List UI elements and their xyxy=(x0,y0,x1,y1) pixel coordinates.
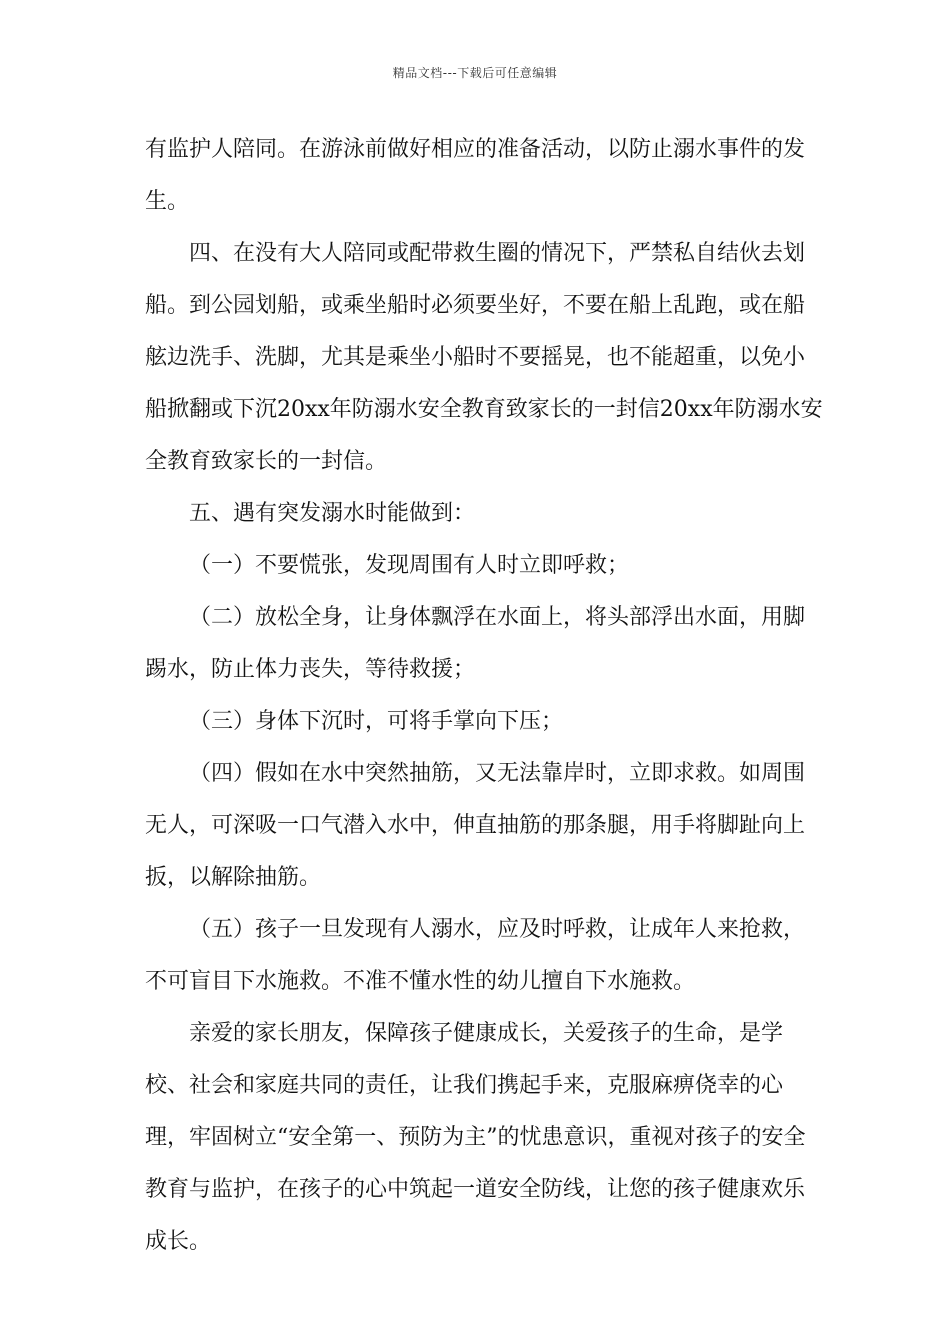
paragraph-9: 亲爱的家长朋友，保障孩子健康成长，关爱孩子的生命，是学校、社会和家庭共同的责任，让我们携起手来，克服麻痹侥幸的心理，牢固树立“安全第一、预防为主”的忧患意识，重视对孩子的安全教育与监护，在孩子的心中筑起一道安全防线，让您的孩子健康欢乐成长。 xyxy=(145,1021,806,1254)
paragraph-6: （三）身体下沉时，可将手掌向下压； xyxy=(189,709,564,734)
document-body xyxy=(145,124,825,1268)
paragraph-7: （四）假如在水中突然抽筋，又无法靠岸时，立即求救。如周围无人，可深吸一口气潜入水中，伸直抽筋的那条腿，用手将脚趾向上扳，以解除抽筋。 xyxy=(145,761,806,890)
paragraph-5: （二）放松全身，让身体飘浮在水面上，将头部浮出水面，用脚踢水，防止体力丧失，等待救援； xyxy=(145,605,806,682)
paragraph-8: （五）孩子一旦发现有人溺水，应及时呼救，让成年人来抢救，不可盲目下水施救。不准不懂水性的幼儿擅自下水施救。 xyxy=(145,917,806,994)
paragraph-1: 有监护人陪同。在游泳前做好相应的准备活动，以防止溺水事件的发生。 xyxy=(145,137,806,214)
page-header: 精品文档---下载后可任意编辑 xyxy=(392,66,558,80)
paragraph-4: （一）不要慌张，发现周围有人时立即呼救； xyxy=(189,553,630,578)
paragraph-2: 四、在没有大人陪同或配带救生圈的情况下，严禁私自结伙去划船。到公园划船，或乘坐船时必须要坐好，不要在船上乱跑，或在船舷边洗手、洗脚，尤其是乘坐小船时不要摇晃，也不能超重，以免小船掀翻或下沉20xx年防溺水安全教育致家长的一封信20xx年防溺水安全教育致家长的一封信。 xyxy=(145,241,823,474)
paragraph-3: 五、遇有突发溺水时能做到： xyxy=(189,501,476,526)
